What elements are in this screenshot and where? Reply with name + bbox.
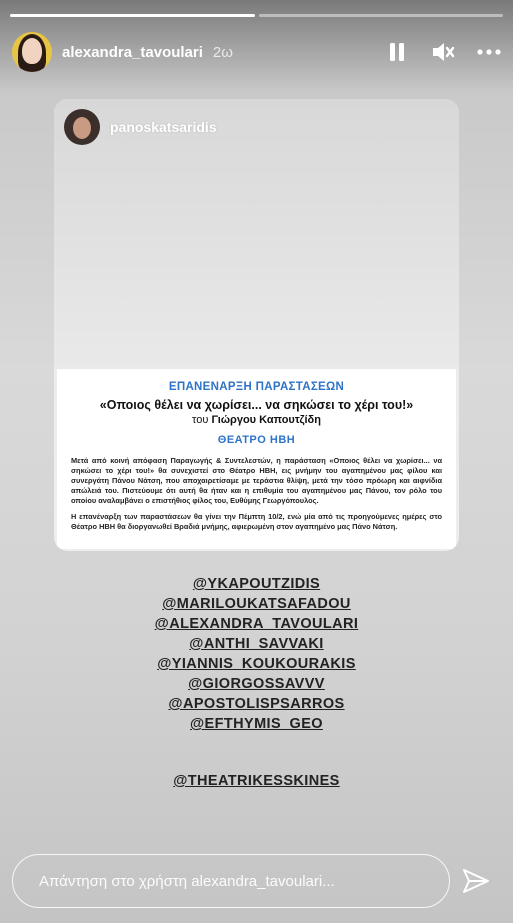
shared-post-username[interactable]: panoskatsaridis — [110, 119, 217, 135]
progress-segment-2 — [259, 14, 504, 17]
poster-author — [57, 414, 456, 426]
poster-play-title: «Οποιος θέλει να χωρίσει... να σηκώσει το χέρι του!» — [99, 398, 414, 412]
shared-post-avatar[interactable] — [64, 109, 100, 145]
mentions-list — [0, 574, 513, 791]
mention-sticker[interactable]: @MARILOUKATSAFADOU — [162, 596, 351, 612]
more-icon[interactable] — [477, 40, 501, 64]
mention-sticker[interactable]: @EFTHYMIS_GEO — [190, 716, 323, 732]
username[interactable]: alexandra_tavoulari — [62, 43, 203, 61]
mention-sticker[interactable]: @ALEXANDRA_TAVOULARI — [154, 616, 359, 632]
send-icon[interactable] — [461, 866, 491, 896]
poster-paragraph-1: Μετά από κοινή απόφαση Παραγωγής & Συντελεστών, η παράσταση «Οποιος θέλει να χωρίσει... να σηκώσει το χέρι του!» θα συνεχιστεί στο Θέατρο ΗΒΗ, εις μνήμην του αγαπημένου μας φίλου και συνεργάτη Πάνου Νάτση, που αποχαιρετίσαμε με τεράστια θλίψη, μετά την τόσο πρόωρη και αιφνίδια απώλειά του. Πιστεύουμε ότι αυτή θα ήταν και η επιθυμία του αγαπημένου μας Πάνου, τον ρόλο του οποίου αναλαμβάνει ο επιστήθιος φίλος του, Ευθύμης Γεωργόπουλος. — [71, 456, 442, 505]
pause-icon[interactable] — [385, 40, 409, 64]
mention-sticker[interactable]: @GIORGOSSAVVV — [188, 676, 325, 692]
mention-sticker[interactable]: @YKAPOUTZIDIS — [192, 576, 321, 592]
reply-input[interactable] — [12, 854, 450, 908]
poster-paragraph-2: Η επανέναρξη των παραστάσεων θα γίνει την Πέμπτη 10/2, ενώ μία από τις προηγούμενες ημέρες στο Θέατρο ΗΒΗ θα διοργανωθεί Βραδιά μνήμης, αφιερωμένη στον αγαπημένο μας Πάνο Νάτση. — [71, 512, 442, 531]
poster-image — [57, 369, 456, 549]
mute-icon[interactable] — [431, 40, 455, 64]
progress-fill-1 — [10, 14, 255, 17]
mention-sticker[interactable]: @ANTHI_SAVVAKI — [189, 636, 324, 652]
poster-title: ΕΠΑΝΕΝΑΡΞΗ ΠΑΡΑΣΤΑΣΕΩΝ — [168, 381, 345, 393]
mention-sticker-theatre[interactable]: @THEATRIKESSKINES — [173, 773, 340, 789]
story-progress — [10, 14, 503, 17]
mention-sticker[interactable]: @APOSTOLISPSARROS — [168, 696, 345, 712]
reply-placeholder: Απάντηση στο χρήστη alexandra_tavoulari... — [39, 872, 335, 890]
poster-author-name: Γιώργου Καπουτζίδη — [211, 414, 321, 426]
shared-post-card[interactable] — [54, 99, 459, 551]
mention-sticker[interactable]: @YIANNIS_KOUKOURAKIS — [157, 656, 356, 672]
story-header — [12, 32, 501, 72]
poster-author-prefix: του — [192, 414, 209, 426]
shared-post-author[interactable] — [64, 109, 217, 145]
poster-body — [71, 456, 442, 532]
avatar[interactable] — [12, 32, 52, 72]
poster-theatre: ΘΕΑΤΡΟ ΗΒΗ — [217, 434, 296, 446]
progress-segment-1 — [10, 14, 255, 17]
post-time: 2ω — [212, 43, 233, 61]
